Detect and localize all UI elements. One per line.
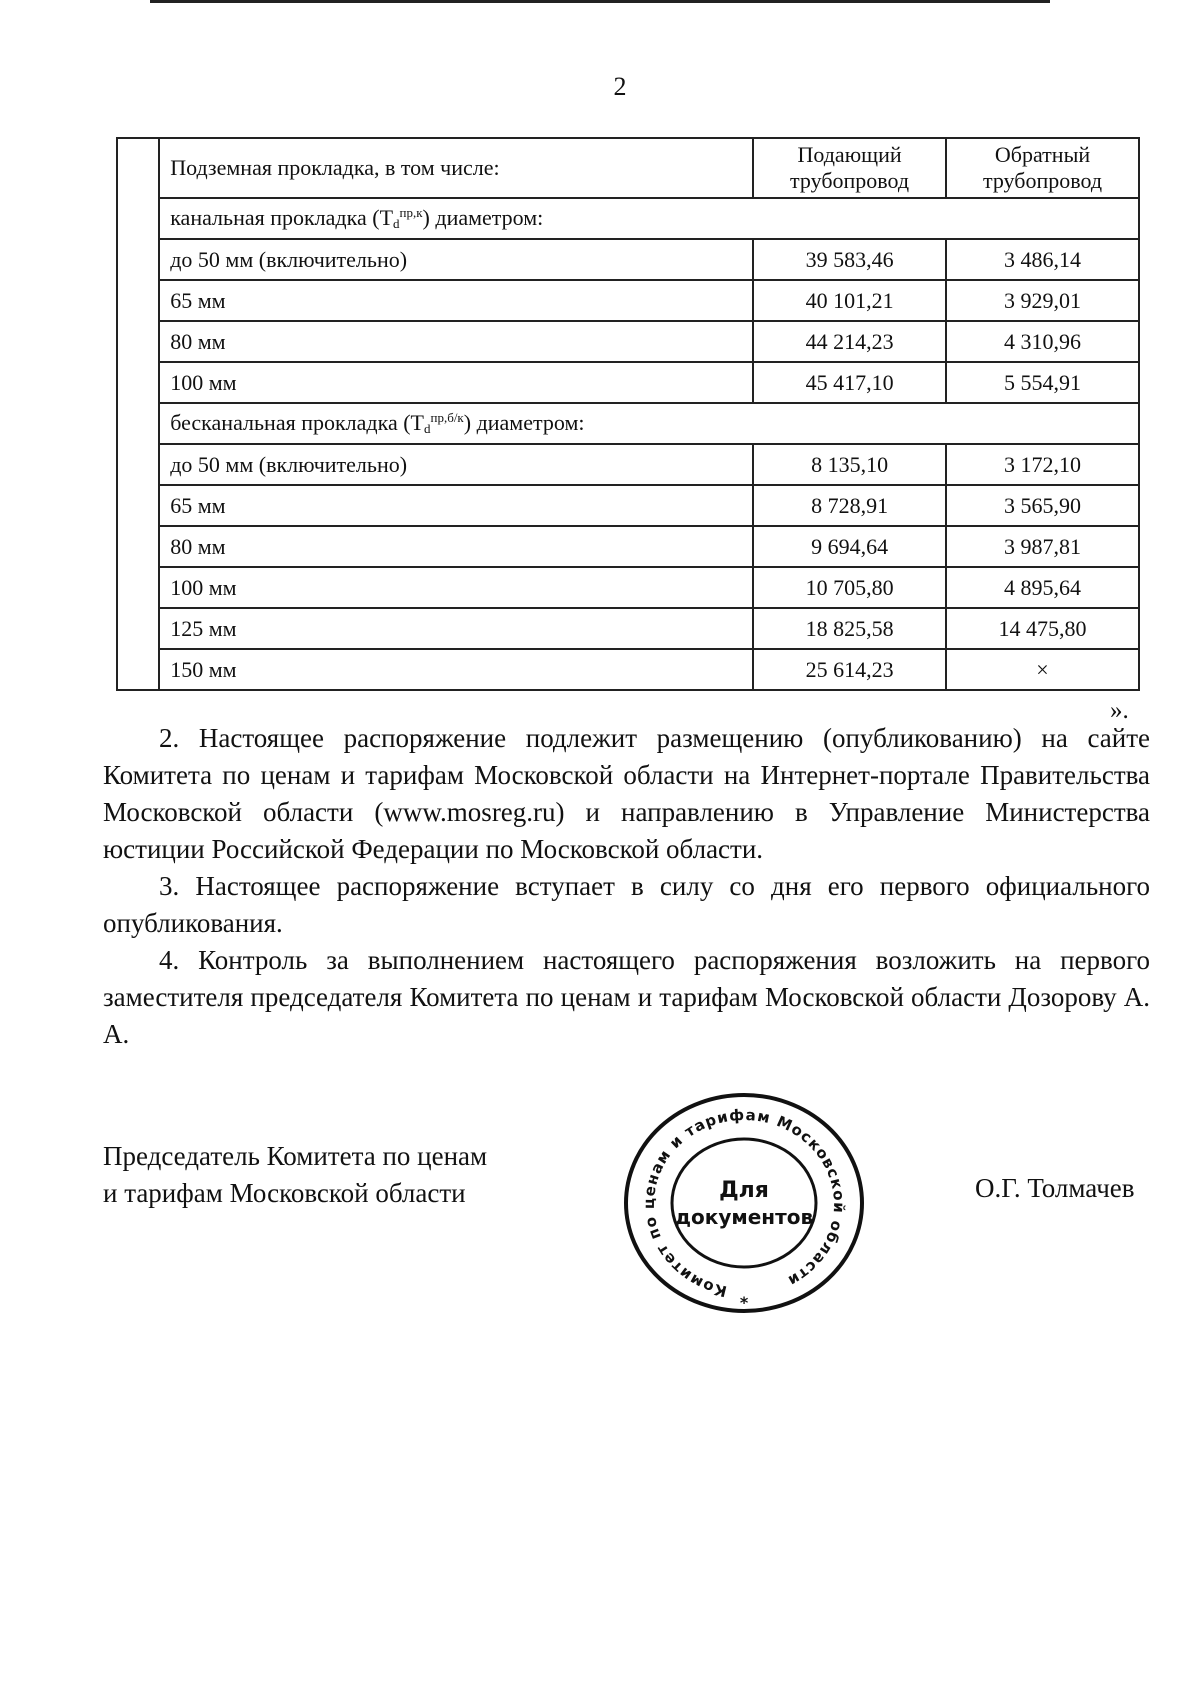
body-text bbox=[103, 720, 1150, 1053]
row-label: 80 мм bbox=[159, 321, 753, 362]
section-channel-row bbox=[117, 198, 1139, 239]
row-return: 4 895,64 bbox=[946, 567, 1139, 608]
paragraph-publication: 2. Настоящее распоряжение подлежит размещению (опубликованию) на сайте Комитета по ценам и тарифам Московской области на Интернет-портале Правительства Московской области (www.mosreg.ru) и направлению в Управление Министерства юстиции Российской Федерации по Московской области. bbox=[103, 723, 1150, 864]
table-header-row bbox=[117, 138, 1139, 198]
row-label: 65 мм bbox=[159, 280, 753, 321]
row-return: 3 929,01 bbox=[946, 280, 1139, 321]
table-row bbox=[117, 444, 1139, 485]
stamp-star-icon: * bbox=[739, 1293, 749, 1312]
row-label: 65 мм bbox=[159, 485, 753, 526]
signer-title: Председатель Комитета по ценам и тарифам Московской области bbox=[103, 1141, 488, 1208]
row-label: до 50 мм (включительно) bbox=[159, 444, 753, 485]
signer-name: О.Г. Толмачев bbox=[975, 1173, 1135, 1203]
official-stamp bbox=[620, 1090, 868, 1316]
row-supply: 9 694,64 bbox=[753, 526, 946, 567]
section-channelless-label: бесканальная прокладка $(T_d^{пр,б/к})$ диаметром: bbox=[159, 403, 1139, 444]
row-label: 100 мм bbox=[159, 567, 753, 608]
row-supply: 18 825,58 bbox=[753, 608, 946, 649]
stamp-ring-text: Комитет по ценам и тарифам Московской области bbox=[639, 1105, 849, 1301]
table-row bbox=[117, 526, 1139, 567]
row-return: 3 486,14 bbox=[946, 239, 1139, 280]
row-supply: 10 705,80 bbox=[753, 567, 946, 608]
row-supply: 8 728,91 bbox=[753, 485, 946, 526]
section-channel-label: канальная прокладка $(T_d^{пр,к})$ диаметром: bbox=[159, 198, 1139, 239]
row-return: 3 172,10 bbox=[946, 444, 1139, 485]
row-supply: 39 583,46 bbox=[753, 239, 946, 280]
row-supply: 40 101,21 bbox=[753, 280, 946, 321]
page-number: 2 bbox=[613, 72, 627, 101]
header-label: Подземная прокладка, в том числе: bbox=[159, 138, 753, 198]
row-return: 3 565,90 bbox=[946, 485, 1139, 526]
table-row bbox=[117, 362, 1139, 403]
stamp-center-line2: документов bbox=[674, 1205, 814, 1229]
table-row bbox=[117, 485, 1139, 526]
row-return: 14 475,80 bbox=[946, 608, 1139, 649]
closing-quote: ». bbox=[1110, 697, 1129, 724]
table-row bbox=[117, 239, 1139, 280]
row-supply: 25 614,23 bbox=[753, 649, 946, 690]
row-label: 150 мм bbox=[159, 649, 753, 690]
row-label: 80 мм bbox=[159, 526, 753, 567]
header-supply: Подающий трубопровод bbox=[753, 138, 946, 198]
row-label: 100 мм bbox=[159, 362, 753, 403]
table-gutter bbox=[117, 138, 159, 690]
section-channelless-row bbox=[117, 403, 1139, 444]
rates-table bbox=[116, 137, 1140, 691]
table-row bbox=[117, 608, 1139, 649]
stamp-center-line1: Для bbox=[719, 1178, 769, 1203]
row-supply: 45 417,10 bbox=[753, 362, 946, 403]
row-supply: 44 214,23 bbox=[753, 321, 946, 362]
row-return: 5 554,91 bbox=[946, 362, 1139, 403]
row-return: 4 310,96 bbox=[946, 321, 1139, 362]
stamp-inner-ring bbox=[672, 1139, 816, 1267]
row-label: 125 мм bbox=[159, 608, 753, 649]
paragraph-effective-date: 3. Настоящее распоряжение вступает в силу со дня его первого официального опубликования. bbox=[103, 871, 1150, 938]
paragraph-control: 4. Контроль за выполнением настоящего распоряжения возложить на первого заместителя председателя Комитета по ценам и тарифам Московской области Дозорову А. А. bbox=[103, 945, 1150, 1049]
row-supply: 8 135,10 bbox=[753, 444, 946, 485]
table-row bbox=[117, 649, 1139, 690]
table-row bbox=[117, 280, 1139, 321]
top-rule bbox=[150, 0, 1050, 3]
header-return: Обратный трубопровод bbox=[946, 138, 1139, 198]
row-label: до 50 мм (включительно) bbox=[159, 239, 753, 280]
stamp-outer-ring bbox=[626, 1095, 862, 1311]
row-return: 3 987,81 bbox=[946, 526, 1139, 567]
table-row bbox=[117, 321, 1139, 362]
row-return: × bbox=[946, 649, 1139, 690]
table-row bbox=[117, 567, 1139, 608]
